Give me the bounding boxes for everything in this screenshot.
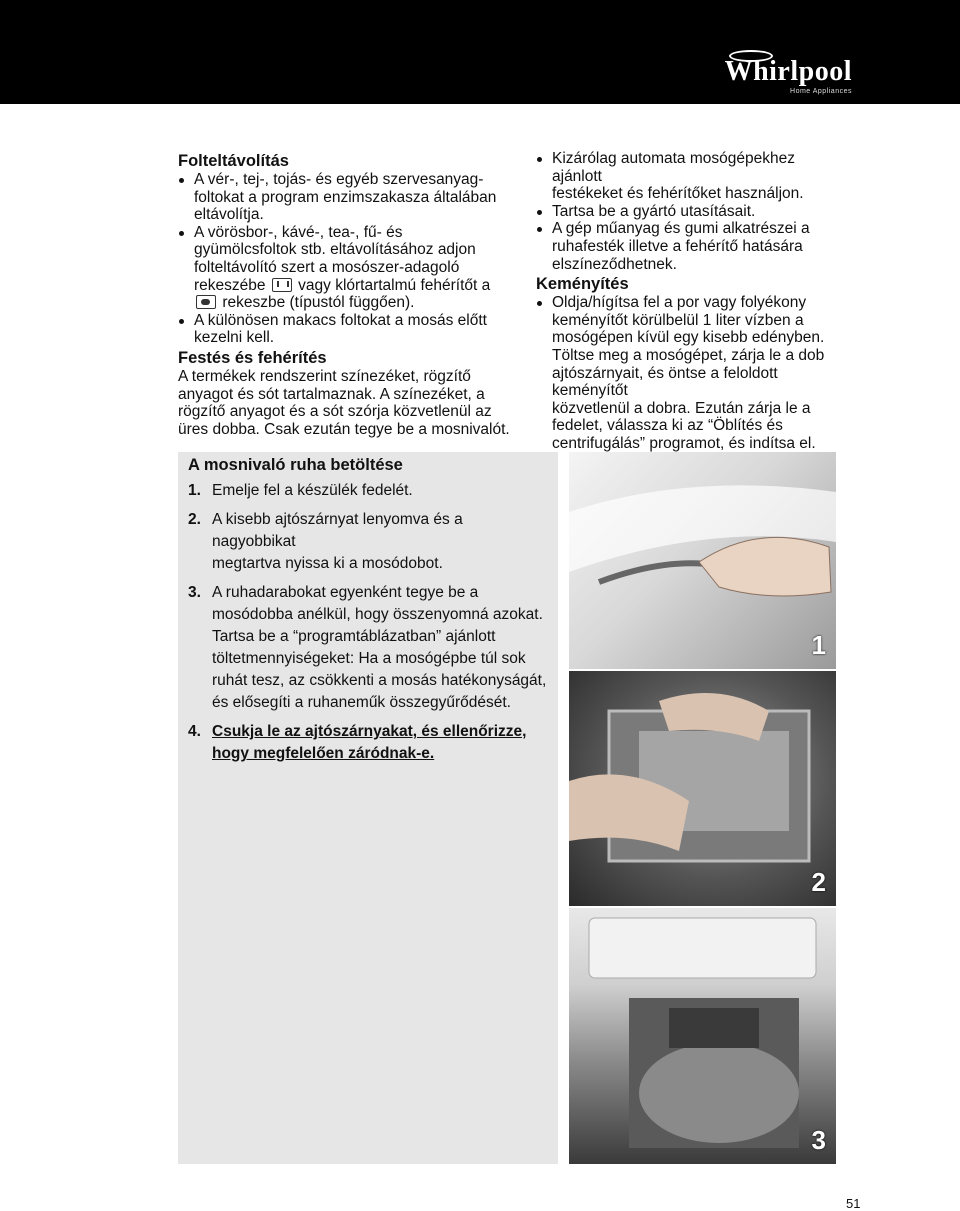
stain-removal-heading: Folteltávolítás bbox=[178, 152, 289, 170]
list-item: A gép műanyag és gumi alkatrészei a ruhafesték illetve a fehérítő hatására elszíneződhetnek. bbox=[536, 220, 846, 273]
loading-steps bbox=[188, 480, 550, 772]
list-item: A vörösbor-, kávé-, tea-, fű- és gyümölcsfoltok stb. eltávolításához adjon folteltávolító szert a mosószer-adagoló rekeszébe vagy klórtartalmú fehérítőt a rekeszbe (típustól függően). bbox=[178, 224, 518, 312]
brand-name: Whirlpool bbox=[724, 56, 852, 87]
step-4: 4. Csukja le az ajtószárnyakat, és ellenőrizze, hogy megfelelően záródnak-e. bbox=[188, 723, 527, 762]
photo-label-3: 3 bbox=[811, 1125, 826, 1155]
logo-ring-icon bbox=[729, 50, 773, 62]
list-item: Kizárólag automata mosógépekhez ajánlott festékeket és fehérítőket használjon. bbox=[536, 150, 846, 203]
softener-compartment-icon bbox=[272, 278, 292, 292]
step-3: 3. A ruhadarabokat egyenként tegye be a mosódobba anélkül, hogy összenyomná azokat. Tartsa be a “programtáblázatban” ajánlott töltetmennyiségeket: Ha a mosógépbe túl sok ruhát tesz, az csökkenti a mosás hatékonyságát, és elősegíti a ruhaneműk összegyűrődését. bbox=[188, 584, 547, 711]
bleach-compartment-icon bbox=[196, 295, 216, 309]
dyeing-heading: Festés és fehérítés bbox=[178, 348, 327, 367]
starching-heading: Keményítés bbox=[536, 275, 629, 294]
loading-title: A mosnivaló ruha betöltése bbox=[188, 456, 403, 474]
photo-opening-lid bbox=[569, 452, 836, 669]
photo-label-2: 2 bbox=[811, 867, 826, 897]
list-item: Tartsa be a gyártó utasításait. bbox=[536, 203, 846, 221]
open-drum-illustration bbox=[569, 908, 836, 1164]
right-column bbox=[536, 150, 846, 453]
brand-tagline: Home Appliances bbox=[790, 88, 852, 95]
whirlpool-logo bbox=[724, 56, 852, 95]
drum-flaps-illustration bbox=[569, 671, 836, 906]
photo-open-drum bbox=[569, 908, 836, 1164]
header-bar bbox=[0, 0, 960, 104]
page-number: 51 bbox=[846, 1196, 861, 1211]
starching-list bbox=[536, 294, 846, 452]
step-2: 2. A kisebb ajtószárnyat lenyomva és a nagyobbikat megtartva nyissa ki a mosódobot. bbox=[188, 511, 463, 572]
left-column bbox=[178, 150, 518, 438]
stain-removal-list bbox=[178, 171, 518, 347]
list-item: A különösen makacs foltokat a mosás előtt kezelni kell. bbox=[178, 312, 518, 347]
photo-label-1: 1 bbox=[811, 630, 826, 660]
loading-instructions-box bbox=[178, 452, 558, 1164]
dyeing-paragraph: A termékek rendszerint színezéket, rögzítő anyagot és sót tartalmaznak. A színezéket, a rögzítő anyagot és a sót szórja közvetlenül az üres dobba. Csak ezután tegye be a mosnivalót. bbox=[178, 367, 510, 438]
list-item: A vér-, tej-, tojás- és egyéb szervesanyag- foltokat a program enzimszakasza általában eltávolítja. bbox=[178, 171, 518, 224]
photo-opening-drum bbox=[569, 671, 836, 906]
step-1: 1. Emelje fel a készülék fedelét. bbox=[188, 482, 413, 499]
list-item: Oldja/hígítsa fel a por vagy folyékony keményítőt körülbelül 1 liter vízben a mosógépen kívül egy kisebb edényben. Töltse meg a mosógépet, zárja le a dob ajtószárnyait, és öntse a feloldott keményítőt közvetlenül a dobra. Ezután zárja le a fedelet, válassza ki az “Öblítés és centrifugálás” programot, és indítsa el. bbox=[536, 294, 846, 452]
lid-illustration bbox=[569, 452, 836, 669]
dye-tips-list bbox=[536, 150, 846, 273]
